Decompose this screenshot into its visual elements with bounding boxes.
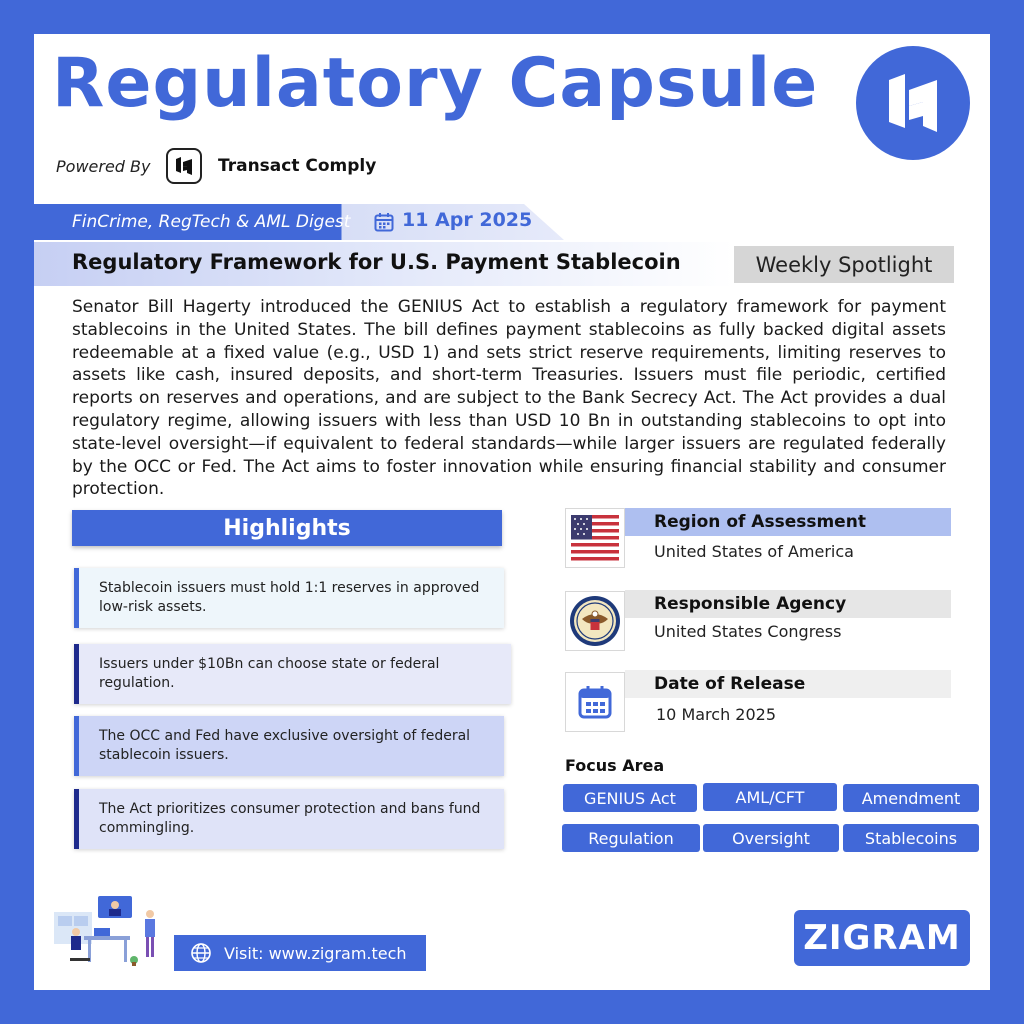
powered-by-label: Powered By — [56, 157, 151, 176]
region-label: Region of Assessment — [625, 508, 951, 536]
us-flag-icon — [565, 508, 625, 568]
calendar-icon — [565, 672, 625, 732]
highlight-text: Issuers under $10Bn can choose state or federal regulation. — [99, 656, 440, 691]
digest-date: 11 Apr 2025 — [402, 209, 533, 231]
release-value: 10 March 2025 — [656, 705, 777, 724]
congress-seal-icon — [565, 591, 625, 651]
globe-icon — [190, 942, 212, 964]
weekly-spotlight-badge: Weekly Spotlight — [734, 246, 954, 283]
focus-tag: GENIUS Act — [563, 784, 697, 812]
focus-tag: Regulation — [562, 824, 700, 852]
highlights-title: Highlights — [72, 510, 502, 546]
brand-name: Transact Comply — [218, 156, 377, 176]
brand-logo-icon — [856, 46, 970, 160]
focus-tag: Oversight — [703, 824, 839, 852]
visit-text: Visit: www.zigram.tech — [224, 943, 407, 963]
highlight-item — [74, 789, 504, 849]
agency-label: Responsible Agency — [625, 590, 951, 618]
capsule-card — [34, 34, 990, 990]
highlight-item — [74, 716, 504, 776]
highlight-text: The Act prioritizes consumer protection and bans fund commingling. — [99, 801, 481, 836]
highlight-text: Stablecoin issuers must hold 1:1 reserves in approved low-risk assets. — [99, 580, 480, 615]
transact-comply-logo-icon — [166, 148, 202, 184]
digest-label: FinCrime, RegTech & AML Digest — [72, 212, 351, 232]
release-label: Date of Release — [625, 670, 951, 698]
focus-area-title: Focus Area — [565, 756, 665, 775]
highlight-item — [74, 568, 504, 628]
agency-value: United States Congress — [654, 622, 842, 641]
zigram-logo: ZIGRAM — [794, 910, 970, 966]
highlight-item — [74, 644, 511, 704]
office-illustration-icon — [54, 892, 174, 968]
calendar-icon — [374, 212, 394, 232]
focus-tag: AML/CFT — [703, 783, 837, 811]
article-body: Senator Bill Hagerty introduced the GENIUS Act to establish a regulatory framework for payment stablecoins in the United States. The bill defines payment stablecoins as fully backed digital assets redeemable at a fixed value (e.g., USD 1) and sets strict reserve requirements, limiting reserves to assets like cash, insured deposits, and short-term Treasuries. Issuers must file periodic, certified reports on reserves and operations, and are subject to the Bank Secrecy Act. The Act provides a dual regulatory regime, allowing issuers with less than USD 10 Bn in outstanding stablecoins to opt into state-level oversight—if equivalent to federal standards—while larger issuers are regulated federally by the OCC or Fed. The Act aims to foster innovation while ensuring financial stability and consumer protection. — [72, 297, 946, 500]
visit-website-link[interactable] — [174, 935, 426, 971]
article-headline: Regulatory Framework for U.S. Payment Stablecoin — [72, 250, 681, 274]
focus-tag: Stablecoins — [843, 824, 979, 852]
region-value: United States of America — [654, 542, 854, 561]
page-title: Regulatory Capsule — [52, 44, 819, 123]
highlight-text: The OCC and Fed have exclusive oversight of federal stablecoin issuers. — [99, 728, 471, 763]
focus-tag: Amendment — [843, 784, 979, 812]
